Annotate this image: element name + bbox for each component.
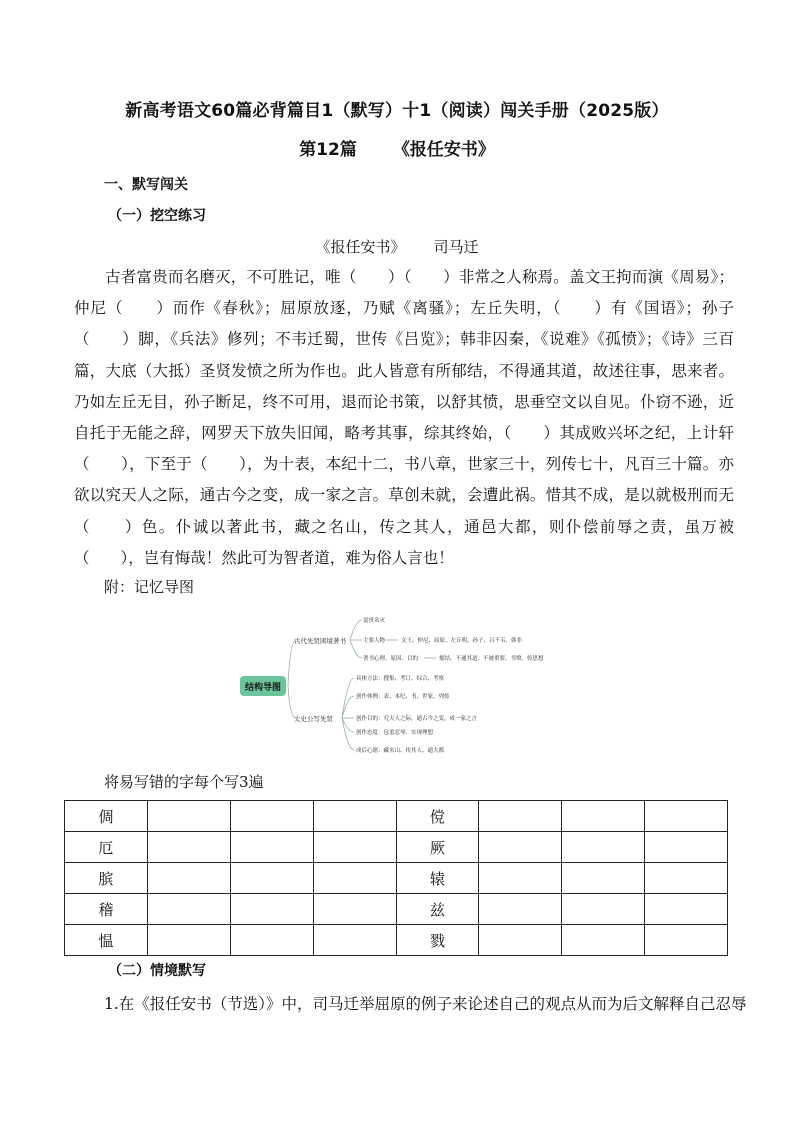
practice-cell[interactable] [479, 863, 562, 894]
mindmap-branch-2: 太史公写先贤 [294, 715, 333, 723]
char-cell: 愠 [65, 925, 148, 956]
table-row [65, 925, 728, 956]
mindmap-leaf: 创作体例：表、本纪、书、世家、列传 [356, 694, 450, 700]
practice-cell[interactable] [562, 863, 645, 894]
char-cell: 兹 [396, 894, 479, 925]
practice-cell[interactable] [230, 832, 313, 863]
practice-cell[interactable] [479, 925, 562, 956]
table-row [65, 832, 728, 863]
char-cell: 傥 [396, 801, 479, 832]
practice-cell[interactable] [645, 894, 728, 925]
practice-cell[interactable] [313, 925, 396, 956]
practice-cell[interactable] [562, 832, 645, 863]
mindmap-leaf: 创作目的：究天人之际，通古今之变，成一家之言 [356, 716, 478, 722]
mindmap-connector [288, 686, 296, 718]
practice-cell[interactable] [147, 925, 230, 956]
practice-cell[interactable] [645, 801, 728, 832]
char-practice-table [64, 800, 728, 956]
work-title: 《报任安书》 [315, 238, 406, 256]
practice-cell[interactable] [313, 832, 396, 863]
chapter-number: 第12篇 [299, 140, 357, 160]
table-row [65, 894, 728, 925]
mindmap-connector [350, 620, 362, 640]
practice-cell[interactable] [147, 801, 230, 832]
practice-cell[interactable] [230, 925, 313, 956]
mindmap-diagram [238, 608, 588, 760]
mindmap-leaf: 富贵名灭 [363, 618, 386, 624]
mindmap-leaf: 具体方法：搜集、考订、综合、考察 [356, 676, 445, 682]
practice-cell[interactable] [479, 801, 562, 832]
char-cell: 辕 [396, 863, 479, 894]
practice-cell[interactable] [479, 894, 562, 925]
practice-cell[interactable] [562, 925, 645, 956]
practice-cell[interactable] [313, 863, 396, 894]
practice-cell[interactable] [230, 801, 313, 832]
mindmap-label: 附：记忆导图 [104, 578, 195, 596]
mindmap-connector [350, 640, 362, 658]
table-row [65, 863, 728, 894]
practice-cell[interactable] [562, 801, 645, 832]
practice-cell[interactable] [147, 832, 230, 863]
char-table-caption: 将易写错的字每个写3遍 [104, 773, 264, 791]
practice-cell[interactable] [479, 832, 562, 863]
table-row [65, 801, 728, 832]
mindmap-branch-1: 古代先贤困境著书 [294, 637, 346, 645]
work-author: 司马迁 [433, 238, 479, 256]
practice-cell[interactable] [147, 894, 230, 925]
work-heading [0, 236, 794, 257]
mindmap-root: 结构导图 [244, 683, 282, 693]
char-cell: 厄 [65, 832, 148, 863]
char-cell: 厥 [396, 832, 479, 863]
practice-cell[interactable] [645, 863, 728, 894]
mindmap-leaf: 著书心理、原因、目的 [363, 656, 419, 662]
practice-cell[interactable] [230, 863, 313, 894]
chapter-work: 《报任安书》 [392, 140, 495, 160]
mindmap-connector [342, 718, 354, 732]
chapter-title [0, 135, 794, 160]
fill-blank-passage: 古者富贵而名磨灭，不可胜记，唯（ ）（ ）非常之人称焉。盖文王拘而演《周易》；仲尼（ ）而作《春秋》；屈原放逐，乃赋《离骚》；左丘失明，（ ）有《国语》；孙子（ ）脚，《兵法》修列；不韦迁蜀，世传《吕览》；韩非囚秦，《说难》《孤愤》；《诗》三百篇，大底（大抵）圣贤发愤之所为作也。此人皆意有所郁结，不得通其道，故述往事，思来者。乃如左丘无目，孙子断足，终不可用，退而论书策，以舒其愤，思垂空文以自见。仆窃不逊，近自托于无能之辞，网罗天下放失旧闻，略考其事，综其终始，（ ）其成败兴坏之纪，上计轩（ ），下至于（ ），为十表，本纪十二，书八章，世家三十，列传七十，凡百三十篇。亦欲以究天人之际，通古今之变，成一家之言。草创未就，会遭此祸。惜其不成，是以就极刑而无（ ）色。仆诚以著此书，藏之名山，传之其人，通邑大都，则仆偿前辱之责，虽万被（ ），岂有悔哉！然此可为智者道，难为俗人言也！ [74, 268, 734, 567]
question-1: 1.在《报任安书（节选）》中，司马迁举屈原的例子来论述自己的观点从而为后文解释自己忍辱 [104, 995, 747, 1013]
subsection-context-dictation: （二）情境默写 [108, 963, 206, 979]
char-cell: 稽 [65, 894, 148, 925]
practice-cell[interactable] [147, 863, 230, 894]
mindmap-leaf: 主要人物 [363, 638, 386, 644]
mindmap-connector [288, 640, 296, 686]
section-heading-dictation: 一、默写闯关 [104, 177, 188, 193]
mindmap-connector [342, 718, 354, 750]
practice-cell[interactable] [645, 925, 728, 956]
char-cell: 膑 [65, 863, 148, 894]
practice-cell[interactable] [645, 832, 728, 863]
mindmap-leaf-detail: 文王、仲尼、屈原、左丘明、孙子、吕不韦、韩非 [401, 638, 523, 644]
practice-cell[interactable] [313, 894, 396, 925]
document-title: 新高考语文60篇必背篇目1（默写）十1（阅读）闯关手册（2025版） [125, 101, 669, 121]
practice-cell[interactable] [230, 894, 313, 925]
mindmap-leaf: 成后心愿：藏名山、传其人、通大都 [356, 748, 445, 754]
mindmap-leaf: 创作态度：包羞忍辱、实现理想 [356, 730, 434, 736]
practice-cell[interactable] [562, 894, 645, 925]
mindmap-leaf-detail: 郁结、不通其道、不被重要、书愤、传思想 [439, 656, 544, 662]
practice-cell[interactable] [313, 801, 396, 832]
char-cell: 倜 [65, 801, 148, 832]
char-cell: 戮 [396, 925, 479, 956]
subsection-fill-blank: （一）挖空练习 [108, 208, 206, 224]
